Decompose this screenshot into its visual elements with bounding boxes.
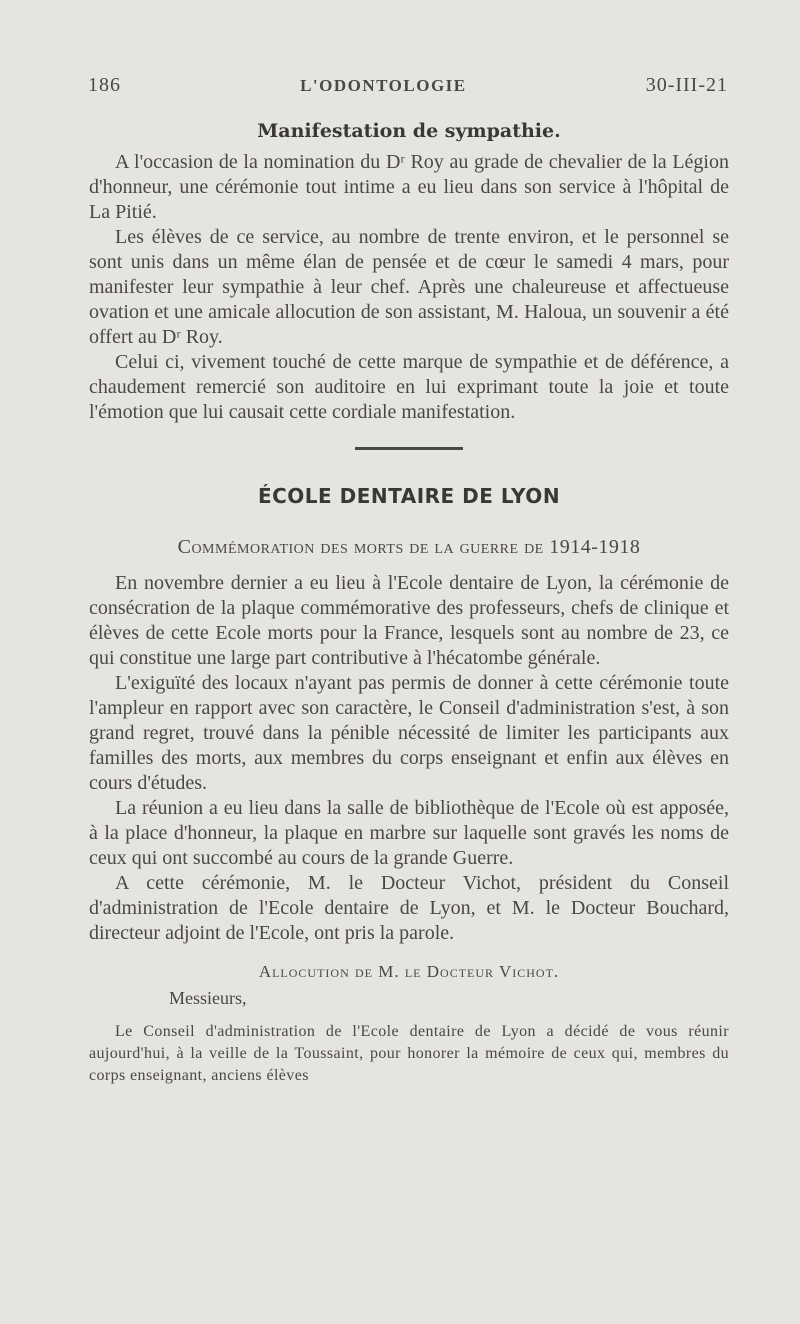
paragraph: La réunion a eu lieu dans la salle de bibliothèque de l'Ecole où est apposée, à la place d'honneur, la plaque en marbre sur laquelle sont gravés les noms de ceux qui ont succombé au cours de la grande Guerre. <box>89 797 729 869</box>
section-subtitle: Commémoration des morts de la guerre de 1914-1918 <box>177 536 641 558</box>
paragraph: En novembre dernier a eu lieu à l'Ecole dentaire de Lyon, la cérémonie de consécration de la plaque commémorative des professeurs, chefs de clinique et élèves de cette Ecole morts pour la France, lesquels sont au nombre de 23, ce qui constitue une large part contributive à l'hécatombe générale. <box>89 572 729 669</box>
section-title-ecole-lyon: ÉCOLE DENTAIRE DE LYON <box>257 484 561 508</box>
paragraph: A cette cérémonie, M. le Docteur Vichot, président du Conseil d'administration de l'Ecole dentaire de Lyon, et M. le Docteur Bouchard, directeur adjoint de l'Ecole, ont pris la parole. <box>89 872 729 944</box>
paragraph: Les élèves de ce service, au nombre de trente environ, et le personnel se sont unis dans un même élan de pensée et de cœur le samedi 4 mars, pour manifester leur sympathie à leur chef. Après une chaleureuse et affectueuse ovation et une amicale allocution de son assistant, M. Haloua, un souvenir a été offert au Dʳ Roy. <box>89 226 729 348</box>
paragraph: Celui ci, vivement touché de cette marque de sympathie et de déférence, a chaudement remercié son auditoire en lui exprimant toute la joie et toute l'émotion que lui causait cette cordiale manifestation. <box>89 351 729 423</box>
journal-title: L'ODONTOLOGIE <box>300 76 467 95</box>
section-divider <box>355 447 463 450</box>
section-title-sympathie: Manifestation de sympathie. <box>257 120 561 142</box>
allocution-title: Allocution de M. le Docteur Vichot. <box>258 962 560 981</box>
issue-date: 30-III-21 <box>645 74 728 96</box>
speech-paragraph: Le Conseil d'administration de l'Ecole dentaire de Lyon a décidé de vous réunir aujourd'hui, à la veille de la Toussaint, pour honorer la mémoire de ceux qui, membres du corps enseignant, anciens élèves <box>89 1023 729 1084</box>
page-number: 186 <box>88 74 121 96</box>
text-column <box>89 120 729 1087</box>
paragraph: A l'occasion de la nomination du Dʳ Roy au grade de chevalier de la Légion d'honneur, une cérémonie tout intime a eu lieu dans son service à l'hôpital de La Pitié. <box>89 151 729 223</box>
running-head <box>88 74 728 97</box>
salutation: Messieurs, <box>169 988 247 1008</box>
paragraph: L'exiguïté des locaux n'ayant pas permis de donner à cette cérémonie toute l'ampleur en rapport avec son caractère, le Conseil d'administration s'est, à son grand regret, trouvé dans la pénible nécessité de limiter les participants aux familles des morts, aux membres du corps enseignant et enfin aux élèves en cours d'études. <box>89 672 729 794</box>
